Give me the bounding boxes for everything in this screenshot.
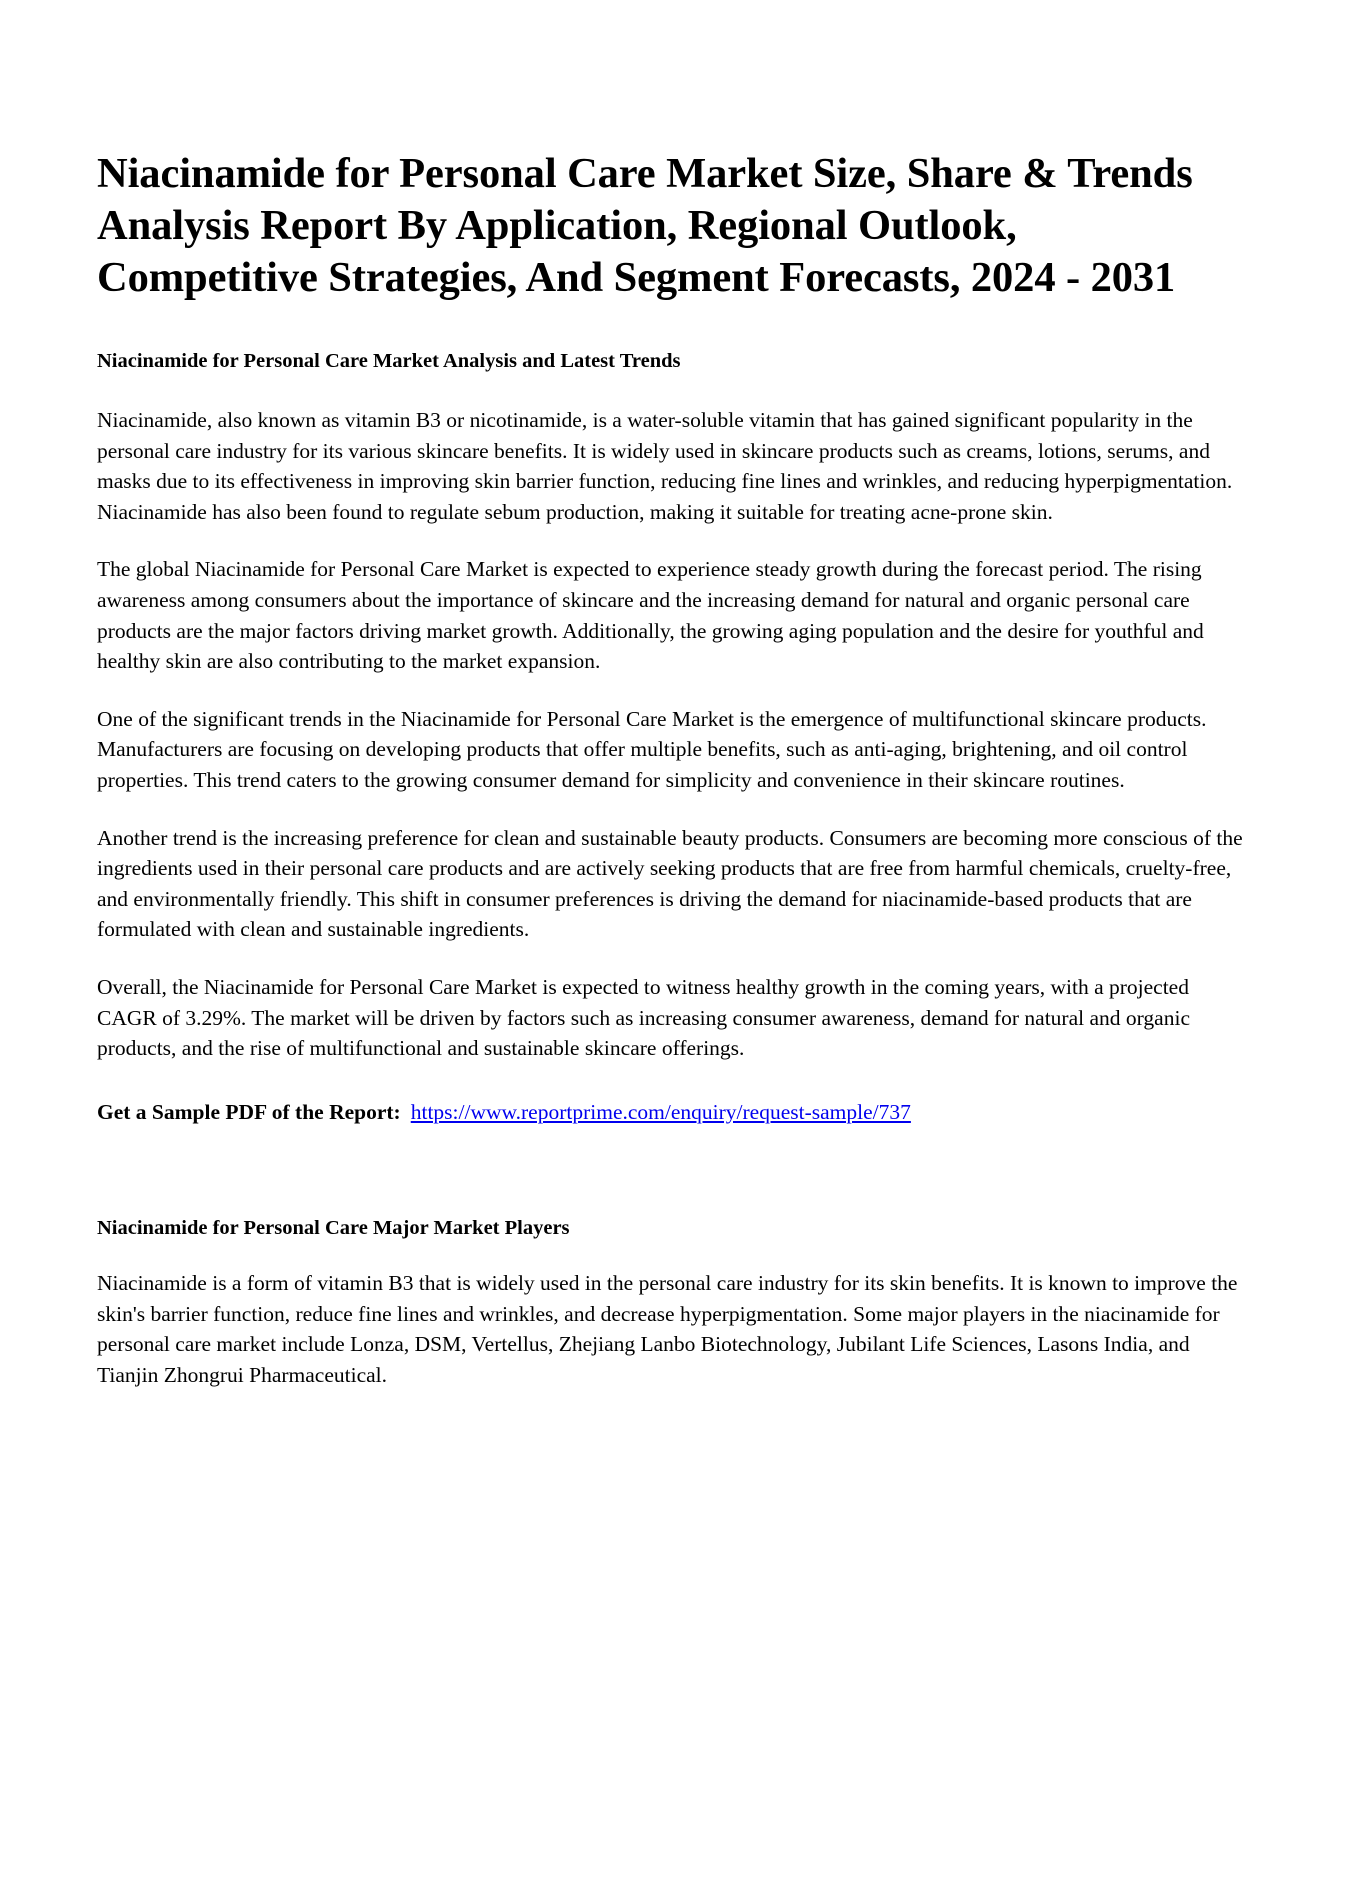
sample-pdf-cta <box>97 1097 1247 1128</box>
analysis-paragraph-2: The global Niacinamide for Personal Care Market is expected to experience steady growth during the forecast period. The rising awareness among consumers about the importance of skincare and the increasing demand for natural and organic personal care products are the major factors driving market growth. Additionally, the growing aging population and the desire for youthful and healthy skin are also contributing to the market expansion. <box>97 557 1204 674</box>
sample-pdf-link[interactable]: https://www.reportprime.com/enquiry/request-sample/737 <box>410 1099 911 1124</box>
analysis-paragraph-3: One of the significant trends in the Niacinamide for Personal Care Market is the emergence of multifunctional skincare products. Manufacturers are focusing on developing products that offer multiple benefits, such as anti-aging, brightening, and oil control properties. This trend caters to the growing consumer demand for simplicity and convenience in their skincare routines. <box>97 706 1207 792</box>
sample-pdf-label: Get a Sample PDF of the Report: <box>97 1099 401 1124</box>
analysis-paragraph-4: Another trend is the increasing preference for clean and sustainable beauty products. Consumers are becoming more conscious of the ingredients used in their personal care products and are actively seeking products that are free from harmful chemicals, cruelty-free, and environmentally friendly. This shift in consumer preferences is driving the demand for niacinamide-based products that are formulated with clean and sustainable ingredients. <box>97 825 1243 942</box>
section-spacer <box>97 1127 1247 1173</box>
players-paragraph-1: Niacinamide is a form of vitamin B3 that is widely used in the personal care industry for its skin benefits. It is known to improve the skin's barrier function, reduce fine lines and wrinkles, and decrease hyperpigmentation. Some major players in the niacinamide for personal care market include Lonza, DSM, Vertellus, Zhejiang Lanbo Biotechnology, Jubilant Life Sciences, Lasons India, and Tianjin Zhongrui Pharmaceutical. <box>97 1271 1238 1388</box>
players-section-heading: Niacinamide for Personal Care Major Market Players <box>97 1217 570 1240</box>
analysis-section-heading: Niacinamide for Personal Care Market Analysis and Latest Trends <box>97 350 681 372</box>
document-content <box>97 148 1247 1391</box>
page-title: Niacinamide for Personal Care Market Size, Share & Trends Analysis Report By Application, Regional Outlook, Competitive Strategies, And Segment Forecasts, 2024 - 2031 <box>97 150 1193 301</box>
analysis-paragraph-1: Niacinamide, also known as vitamin B3 or nicotinamide, is a water-soluble vitamin that has gained significant popularity in the personal care industry for its various skincare benefits. It is widely used in skincare products such as creams, lotions, serums, and masks due to its effectiveness in improving skin barrier function, reducing fine lines and wrinkles, and reducing hyperpigmentation. Niacinamide has also been found to regulate sebum production, making it suitable for treating acne-prone skin. <box>97 408 1233 524</box>
analysis-paragraph-5: Overall, the Niacinamide for Personal Care Market is expected to witness healthy growth in the coming years, with a projected CAGR of 3.29%. The market will be driven by factors such as increasing consumer awareness, demand for natural and organic products, and the rise of multifunctional and sustainable skincare offerings. <box>97 974 1190 1061</box>
